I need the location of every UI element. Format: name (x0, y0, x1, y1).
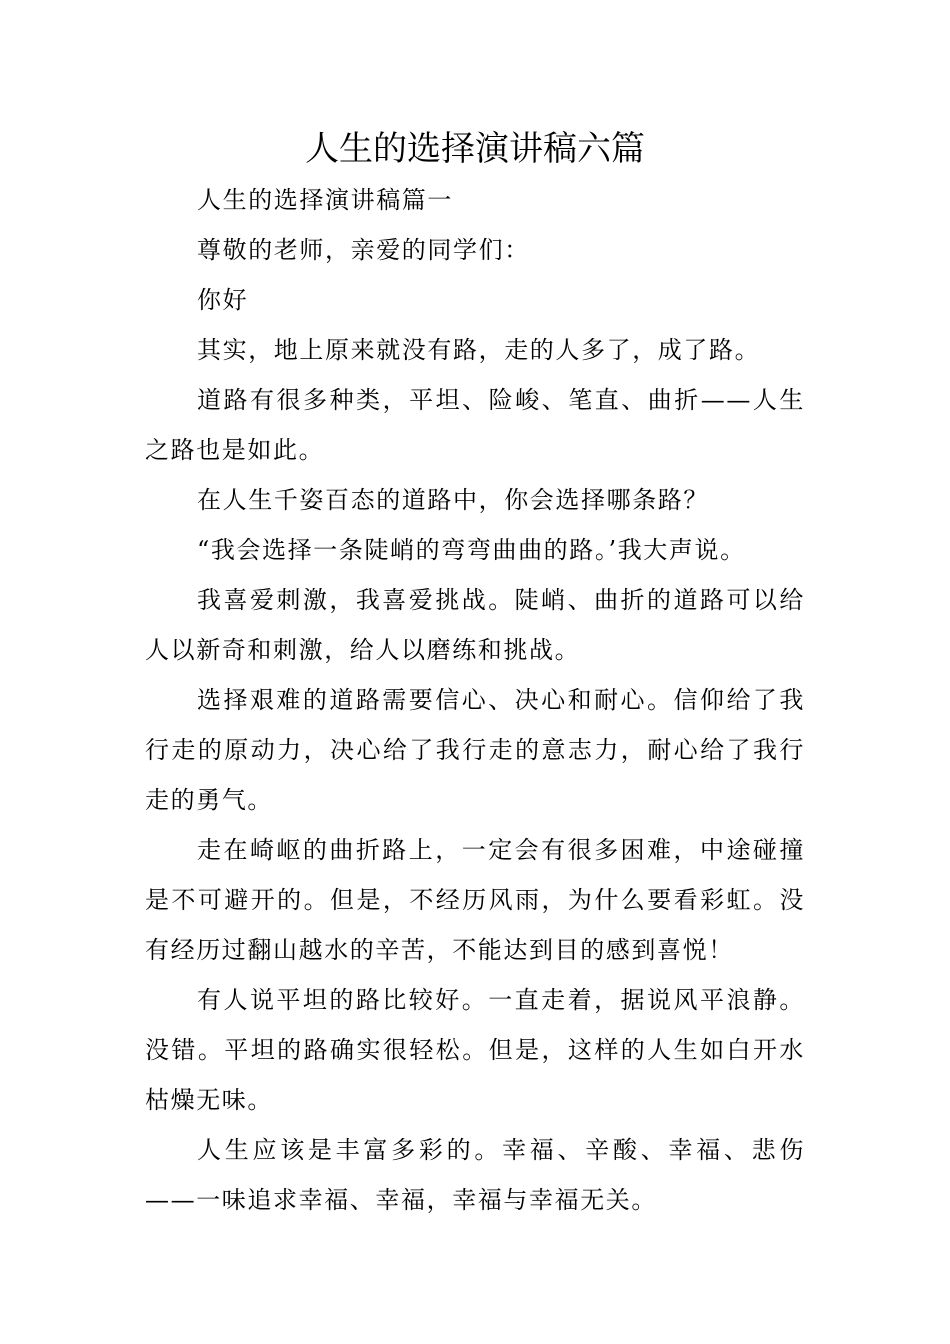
paragraph-greeting: 你好 (197, 286, 249, 314)
paragraph: “我会选择一条陡峭的弯弯曲曲的路。’我大声说。 (197, 536, 746, 564)
paragraph: 选择艰难的道路需要信心、决心和耐心。信仰给了我行走的原动力，决心给了我行走的意志力，耐心给了我行走的勇气。 (145, 686, 805, 814)
paragraph: 人生应该是丰富多彩的。幸福、辛酸、幸福、悲伤——一味追求幸福、幸福，幸福与幸福无关。 (145, 1136, 805, 1214)
paragraph: 我喜爱刺激，我喜爱挑战。陡峭、曲折的道路可以给人以新奇和刺激，给人以磨练和挑战。 (145, 586, 805, 664)
paragraph-speech-heading: 人生的选择演讲稿篇一 (197, 186, 453, 214)
paragraph: 道路有很多种类，平坦、险峻、笔直、曲折——人生之路也是如此。 (145, 386, 805, 464)
paragraph: 走在崎岖的曲折路上，一定会有很多困难，中途碰撞是不可避开的。但是，不经历风雨，为什么要看彩虹。没有经历过翻山越水的辛苦，不能达到目的感到喜悦！ (145, 836, 805, 964)
paragraph: 有人说平坦的路比较好。一直走着，据说风平浪静。没错。平坦的路确实很轻松。但是，这样的人生如白开水枯燥无味。 (145, 986, 805, 1114)
paragraph-salutation: 尊敬的老师，亲爱的同学们： (197, 236, 530, 264)
paragraph: 其实，地上原来就没有路，走的人多了，成了路。 (197, 336, 761, 364)
document-title: 人生的选择演讲稿六篇 (305, 129, 645, 169)
paragraph: 在人生千姿百态的道路中，你会选择哪条路？ (197, 486, 709, 514)
document-body (145, 175, 805, 1225)
